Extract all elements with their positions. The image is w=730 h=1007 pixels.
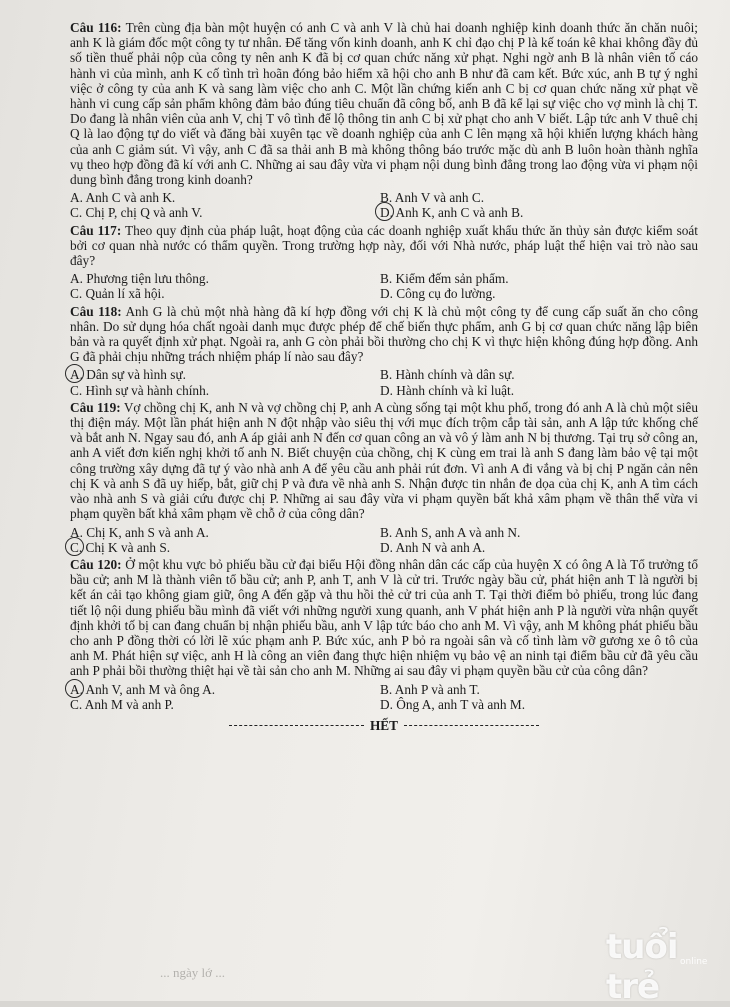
- question-label: Câu 120:: [70, 556, 122, 572]
- options-119: [70, 525, 698, 555]
- question-text: Theo quy định của pháp luật, hoạt động của các doanh nghiệp xuất khẩu thức ăn thủy sản được kiểm soát bởi cơ quan nhà nước có thẩm quyền. Trong trường hợp này, đối với Nhà nước, pháp luật thể hiện vai trò nào sau đây?: [70, 222, 698, 269]
- question-label: Câu 117:: [70, 222, 122, 238]
- logo-sub-text: online: [680, 957, 708, 967]
- question-label: Câu 118:: [70, 303, 122, 319]
- tuoitre-watermark-logo: [606, 927, 716, 1007]
- bleed-through-text: ... ngày lớ ...: [160, 965, 226, 980]
- options-116: [70, 190, 698, 220]
- option-c: C. Quản lí xã hội.: [70, 286, 165, 302]
- question-text: Trên cùng địa bàn một huyện có anh C và anh V là chủ hai doanh nghiệp kinh doanh thức ăn chăn nuôi; anh K là giám đốc một công ty tư nhân. Để tăng vốn kinh doanh, anh K chỉ đạo chị P là kế toán kê khai không đầy đủ số tiền thuế phải nộp của công ty nên anh K đã bị cơ quan chức năng xử phạt. Nghi ngờ anh B là nhân viên tố cáo hành vi của mình, anh K cố tình trì hoãn đóng bảo hiểm xã hội cho anh B như đã cam kết. Bức xúc, anh B tự ý nghỉ việc ở công ty của anh K và sang làm việc cho anh C. Một lần chứng kiến anh C bị cơ quan chức năng xử phạt về hành vi cung cấp sản phẩm không đảm bảo đúng tiêu chuẩn đã công bố, anh B đã kể lại sự việc cho vợ mình là chị T. Do đang là nhân viên của anh V, chị T vô tình để lộ thông tin anh C bị xử phạt cho anh V biết. Lập tức anh V thuê chị Q là lao động tự do viết và đăng bài xuyên tạc về doanh nghiệp của anh C lên mạng xã hội khiến lượng khách hàng của anh C giảm sút. Vì vậy, anh C đã sa thải anh B mà không thông báo trước mặc dù anh B luôn hoàn thành nghĩa vụ theo hợp đồng đã kí với anh C. Những ai sau đây vừa vi phạm nội dung bình đẳng trong lao động vừa vi phạm nội dung bình đẳng trong kinh doanh?: [70, 20, 698, 188]
- exam-content: [70, 20, 698, 733]
- option-c: C. Chị P, chị Q và anh V.: [70, 205, 203, 221]
- question-120: [70, 557, 698, 679]
- option-d-circled: D. Anh K, anh C và anh B.: [380, 205, 690, 220]
- options-118: [70, 367, 698, 397]
- question-119: [70, 400, 698, 522]
- option-a: A. Phương tiện lưu thông.: [70, 271, 209, 287]
- option-a-circled: A. Dân sự và hình sự.: [70, 367, 370, 382]
- option-b: B. Anh P và anh T.: [380, 681, 480, 697]
- question-text: Ở một khu vực bỏ phiếu bầu cử đại biểu Hội đồng nhân dân các cấp của huyện X có ông A là Tổ trưởng tổ bầu cử; anh M là thành viên tổ bầu cử; anh P, anh T, anh V là cử tri. Trước ngày bầu cử, phát hiện anh T là người bị kết án cải tạo không giam giữ, ông A đến gặp và thu hồi thẻ cử tri của anh T. Tại thời điểm bỏ phiếu, trong lúc đang tiết lộ nội dung phiếu bầu mình đã viết với những người xung quanh, anh V phát hiện anh P là người vừa nhận quyết định khởi tố bị can đang chuẩn bị nhận phiếu bầu, anh V lập tức báo cho anh M. Vì vậy, anh M không phát phiếu bầu cho anh P đồng thời có lời lẽ xúc phạm anh P. Bức xúc, anh P bỏ ra ngoài sân và cố tình làm vỡ gương xe ô tô của anh M. Phát hiện sự việc, anh H là công an viên đang thực hiện nhiệm vụ bảo vệ an ninh tại điểm bầu cử đã yêu cầu anh P phải bồi thường thiệt hại về tài sản cho anh M. Những ai sau đây vi phạm quyền bầu cử của công dân?: [70, 556, 699, 679]
- option-d: D. Anh N và anh A.: [380, 539, 486, 555]
- option-a: A. Anh C và anh K.: [70, 190, 176, 206]
- options-117: [70, 271, 698, 301]
- end-line-right: [404, 725, 539, 726]
- option-d: D. Hành chính và kỉ luật.: [380, 382, 515, 398]
- options-120: [70, 682, 698, 712]
- end-line-left: [229, 725, 364, 726]
- option-d: D. Ông A, anh T và anh M.: [380, 696, 526, 712]
- question-117: [70, 223, 698, 269]
- end-marker: [70, 718, 698, 733]
- option-b: B. Anh S, anh A và anh N.: [380, 524, 521, 540]
- option-b: B. Kiểm đếm sản phẩm.: [380, 271, 509, 287]
- option-c: C. Anh M và anh P.: [70, 696, 174, 712]
- question-text: Anh G là chủ một nhà hàng đã kí hợp đồng với chị K là chủ một công ty để cung cấp suất ăn cho công nhân. Do sử dụng hóa chất ngoài danh mục được phép để chế biến thực phẩm, anh G bị cơ quan chức năng lập biên bản và ra quyết định xử phạt. Ngoài ra, anh G còn phải bồi thường cho chị K vì thực hiện không đúng hợp đồng. Anh G đã phải chịu những trách nhiệm pháp lí nào sau đây?: [70, 303, 698, 365]
- option-b: B. Anh V và anh C.: [380, 190, 485, 206]
- option-a-circled: A. Anh V, anh M và ông A.: [70, 682, 370, 697]
- option-c-circled: C. Chị K và anh S.: [70, 540, 370, 555]
- logo-main-text: tuổi trẻ: [606, 927, 678, 1007]
- question-label: Câu 119:: [70, 399, 121, 415]
- question-118: [70, 304, 698, 365]
- question-label: Câu 116:: [70, 20, 122, 35]
- option-a: A. Chị K, anh S và anh A.: [70, 524, 209, 540]
- option-c: C. Hình sự và hành chính.: [70, 382, 210, 398]
- question-text: Vợ chồng chị K, anh N và vợ chồng chị P, anh A cùng sống tại một khu phố, trong đó anh A là chủ một siêu thị điện máy. Một lần phát hiện anh N đột nhập vào siêu thị với mục đích trộm cắp tài sản, anh A lập tức khống chế và bắt anh N. Ngay sau đó, anh A áp giải anh N đến cơ quan công an và vô ý làm anh N bị thương. Tại trụ sở công an, anh A viết đơn kiến nghị khởi tố anh N. Biết chuyện của chồng, chị K cùng em trai là anh S đang làm bảo vệ tại một công trường xây dựng đã tự ý vào nhà anh A để yêu cầu anh phải rút đơn. Vì anh A đi vắng và bị chị P ngăn cản nên chị K và anh S đã uy hiếp, bắt, giữ chị P và đưa về nhà anh S. Nhận được tin nhắn đe dọa của chị K, anh A tìm cách vào nhà anh S và giải cứu được chị P. Những ai sau đây vừa vi phạm quyền bất khả xâm phạm về thân thể vừa vi phạm quyền bất khả xâm phạm về chỗ ở của công dân?: [70, 399, 698, 522]
- end-text: HẾT: [369, 717, 399, 733]
- option-b: B. Hành chính và dân sự.: [380, 367, 515, 383]
- question-116: [70, 20, 698, 187]
- option-d: D. Công cụ đo lường.: [380, 286, 496, 302]
